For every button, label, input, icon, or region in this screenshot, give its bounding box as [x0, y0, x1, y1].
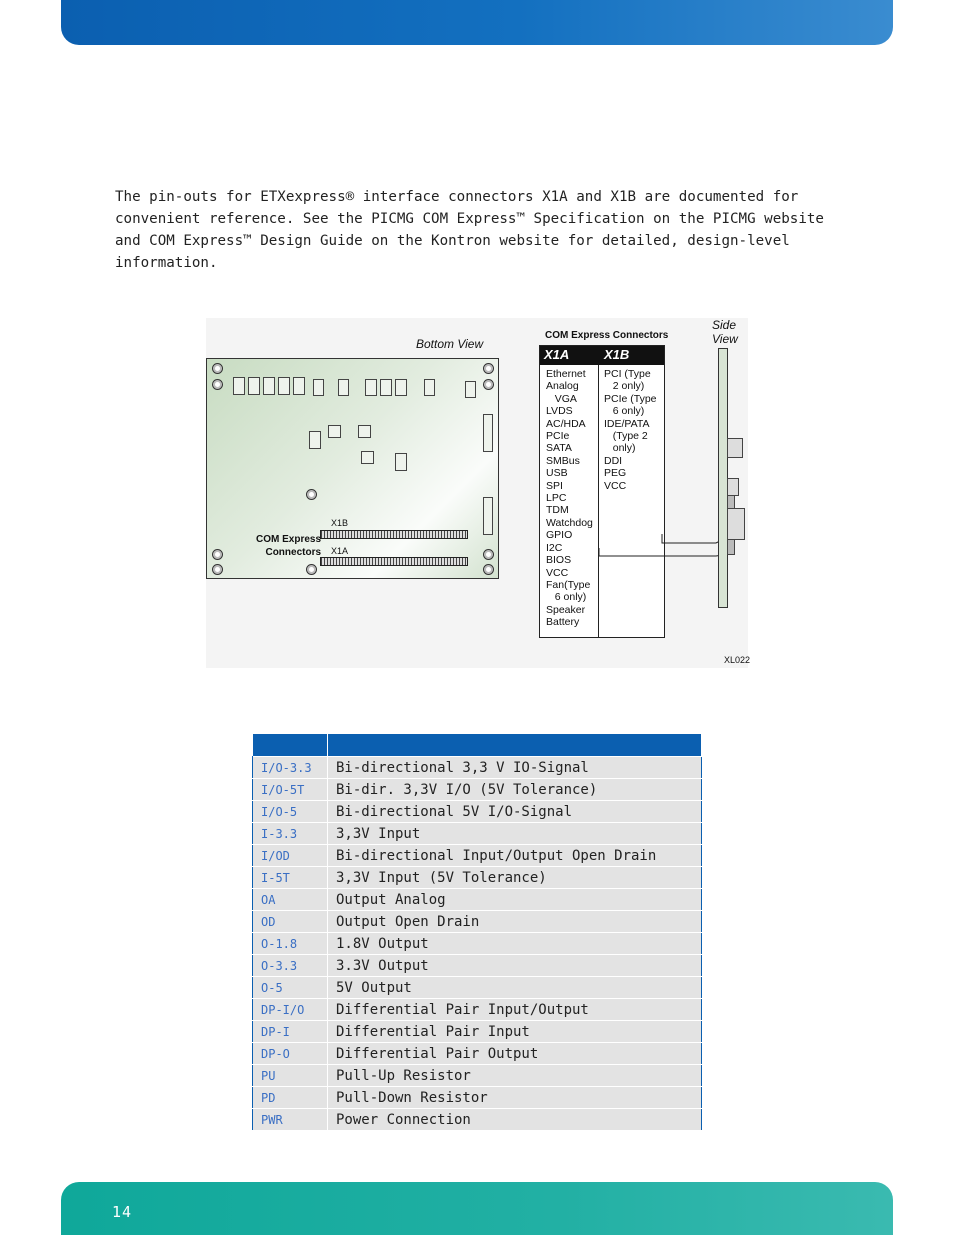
- top-banner: [61, 0, 893, 45]
- page-number: 14: [112, 1203, 133, 1221]
- table-row: [253, 867, 702, 889]
- signal-description: Pull-Down Resistor: [328, 1087, 702, 1109]
- signal-type: I/O-3.3: [253, 757, 328, 779]
- signal-type: OA: [253, 889, 328, 911]
- component: [263, 377, 275, 395]
- signal-type: I-5T: [253, 867, 328, 889]
- mount-hole: [212, 549, 223, 560]
- legend-header-description: [328, 734, 702, 757]
- signal-type: I/O-5: [253, 801, 328, 823]
- signal-description: Output Open Drain: [328, 911, 702, 933]
- signal-description: Bi-directional 3,3 V IO-Signal: [328, 757, 702, 779]
- x1a-signal-list: Ethernet Analog VGA LVDS AC/HDA PCIe SATA SMBus USB SPI LPC TDM Watchdog GPIO I2C BIOS VCC Fan(Type 6 only) Speaker Battery: [546, 368, 593, 629]
- signal-description: Differential Pair Output: [328, 1043, 702, 1065]
- signal-type: DP-O: [253, 1043, 328, 1065]
- signal-type: O-3.3: [253, 955, 328, 977]
- component: [309, 431, 321, 449]
- component: [361, 451, 374, 464]
- signal-description: Output Analog: [328, 889, 702, 911]
- signal-type: I/OD: [253, 845, 328, 867]
- connector-signal-table: [539, 345, 665, 638]
- signal-type: I/O-5T: [253, 779, 328, 801]
- signal-description: Bi-directional Input/Output Open Drain: [328, 845, 702, 867]
- signal-description: 5V Output: [328, 977, 702, 999]
- bottom-view-label: Bottom View: [416, 337, 484, 351]
- table-row: [253, 1109, 702, 1131]
- mount-hole: [212, 363, 223, 374]
- table-row: [253, 779, 702, 801]
- table-row: [253, 933, 702, 955]
- table-row: [253, 955, 702, 977]
- table-row: [253, 1021, 702, 1043]
- component: [365, 379, 377, 396]
- signal-description: 1.8V Output: [328, 933, 702, 955]
- component: [338, 379, 349, 396]
- x1a-board-label: X1A: [331, 546, 349, 556]
- table-row: [253, 823, 702, 845]
- component: [358, 425, 371, 438]
- signal-description: 3,3V Input: [328, 823, 702, 845]
- mount-hole: [306, 564, 317, 575]
- x1b-header: X1B: [604, 347, 630, 362]
- component: [293, 377, 305, 395]
- side-component: [727, 438, 743, 458]
- signal-type: PD: [253, 1087, 328, 1109]
- component: [248, 377, 260, 395]
- connectors-title: COM Express Connectors: [545, 330, 669, 341]
- signal-type: PU: [253, 1065, 328, 1087]
- table-row: [253, 889, 702, 911]
- mount-hole: [483, 549, 494, 560]
- x1b-board-label: X1B: [331, 518, 349, 528]
- signal-type: DP-I: [253, 1021, 328, 1043]
- table-row: [253, 1043, 702, 1065]
- signal-description: Differential Pair Input/Output: [328, 999, 702, 1021]
- component: [395, 379, 407, 396]
- signal-type-legend-table: [252, 734, 702, 1131]
- signal-description: Bi-dir. 3,3V I/O (5V Tolerance): [328, 779, 702, 801]
- signal-description: Power Connection: [328, 1109, 702, 1131]
- edge-connector: [483, 414, 493, 452]
- table-row: [253, 999, 702, 1021]
- mount-hole: [212, 379, 223, 390]
- table-row: [253, 845, 702, 867]
- signal-description: Differential Pair Input: [328, 1021, 702, 1043]
- x1a-header: X1A: [544, 347, 570, 362]
- board-bottom-view: [206, 358, 499, 579]
- x1a-connector: [320, 557, 468, 566]
- signal-type: DP-I/O: [253, 999, 328, 1021]
- signal-type: O-1.8: [253, 933, 328, 955]
- board-connectors-label: COM Express Connectors: [256, 534, 322, 558]
- component: [278, 377, 290, 395]
- component: [395, 453, 407, 471]
- side-view-label: Side View: [712, 318, 738, 346]
- signal-type: PWR: [253, 1109, 328, 1131]
- side-component: [727, 478, 739, 496]
- legend-header-type: [253, 734, 328, 757]
- signal-type: I-3.3: [253, 823, 328, 845]
- signal-description: Bi-directional 5V I/O-Signal: [328, 801, 702, 823]
- x1b-signal-list: PCI (Type 2 only) PCIe (Type 6 only) IDE/PATA (Type 2 only) DDI PEG VCC: [604, 368, 657, 492]
- bottom-banner: [61, 1182, 893, 1235]
- intro-paragraph: The pin-outs for ETXexpress® interface connectors X1A and X1B are documented for convenient reference. See the PICMG COM Express™ Specification on the PICMG website and COM Express™ Design Guide on the Kontron website for detailed, design-level information.: [115, 189, 824, 271]
- signal-description: 3.3V Output: [328, 955, 702, 977]
- leader-lines: [598, 498, 728, 578]
- table-row: [253, 801, 702, 823]
- mount-hole: [483, 379, 494, 390]
- side-component: [727, 508, 745, 540]
- mount-hole: [483, 564, 494, 575]
- figure-code: XL022: [724, 655, 751, 665]
- signal-type: OD: [253, 911, 328, 933]
- mount-hole: [483, 363, 494, 374]
- table-row: [253, 977, 702, 999]
- table-row: [253, 1065, 702, 1087]
- signal-description: Pull-Up Resistor: [328, 1065, 702, 1087]
- component: [328, 425, 341, 438]
- component: [424, 379, 435, 396]
- table-row: [253, 757, 702, 779]
- table-row: [253, 911, 702, 933]
- component: [465, 381, 476, 398]
- component: [380, 379, 392, 396]
- component: [233, 377, 245, 395]
- signal-description: 3,3V Input (5V Tolerance): [328, 867, 702, 889]
- connector-figure: [206, 318, 751, 668]
- signal-type: O-5: [253, 977, 328, 999]
- mount-hole: [306, 489, 317, 500]
- table-row: [253, 1087, 702, 1109]
- mount-hole: [212, 564, 223, 575]
- edge-connector: [483, 497, 493, 535]
- component: [313, 379, 324, 396]
- x1b-connector: [320, 530, 468, 539]
